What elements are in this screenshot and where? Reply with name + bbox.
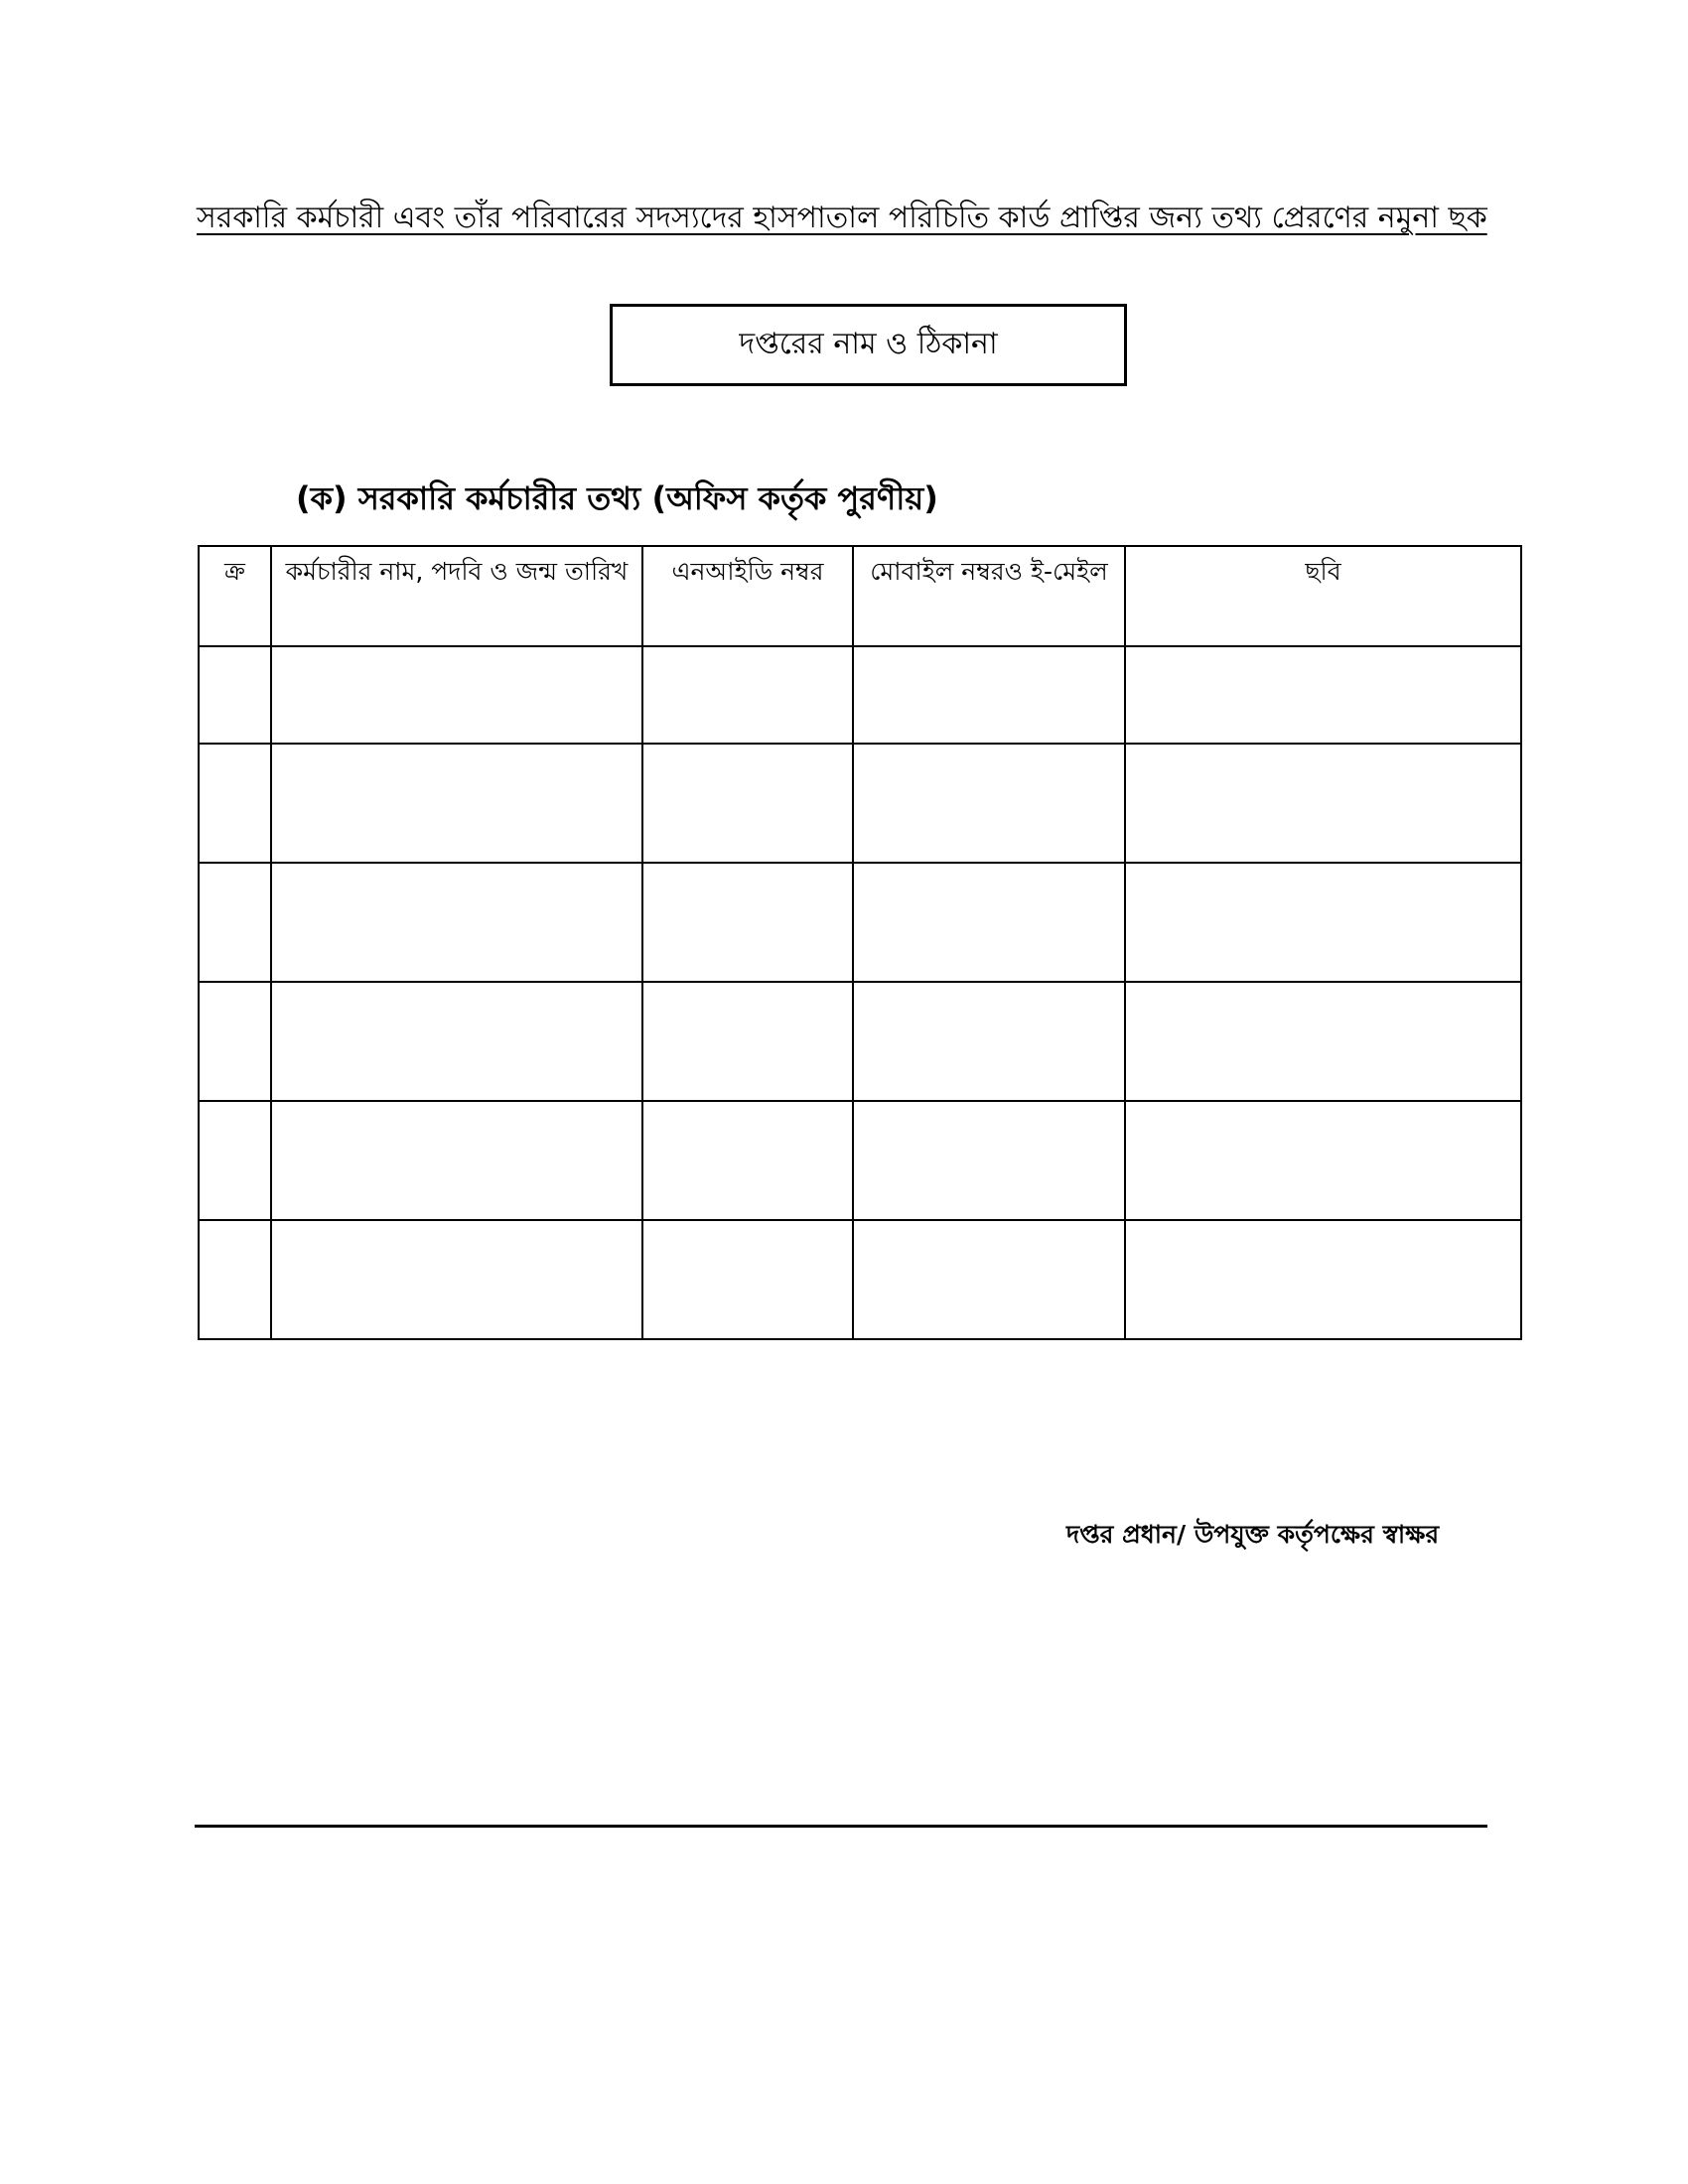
section-heading: (ক) সরকারি কর্মচারীর তথ্য (অফিস কর্তৃক পুরণীয়) — [296, 479, 938, 517]
cell-serial[interactable] — [199, 1101, 271, 1220]
cell-nid[interactable] — [642, 1220, 853, 1339]
signature-label: দপ্তর প্রধান/ উপযুক্ত কর্তৃপক্ষের স্বাক্ষর — [1066, 1520, 1440, 1549]
office-box-label: দপ্তরের নাম ও ঠিকানা — [739, 327, 998, 361]
cell-photo[interactable] — [1125, 863, 1521, 982]
table-row — [199, 1220, 1521, 1339]
header-serial: ক্র — [199, 546, 271, 646]
cell-nid[interactable] — [642, 646, 853, 744]
cell-photo[interactable] — [1125, 646, 1521, 744]
table-row — [199, 646, 1521, 744]
cell-serial[interactable] — [199, 646, 271, 744]
office-name-address-box — [610, 304, 1127, 386]
cell-serial[interactable] — [199, 1220, 271, 1339]
cell-serial[interactable] — [199, 744, 271, 863]
footer-divider — [195, 1825, 1487, 1828]
cell-photo[interactable] — [1125, 982, 1521, 1101]
cell-mobile-email[interactable] — [853, 1101, 1125, 1220]
cell-mobile-email[interactable] — [853, 744, 1125, 863]
cell-name-designation-dob[interactable] — [271, 863, 642, 982]
document-title: সরকারি কর্মচারী এবং তাঁর পরিবারের সদস্যদের হাসপাতাল পরিচিতি কার্ড প্রাপ্তির জন্য তথ্য প্রেরণের নমুনা ছক — [197, 201, 1487, 235]
table-row — [199, 744, 1521, 863]
header-photo: ছবি — [1125, 546, 1521, 646]
cell-name-designation-dob[interactable] — [271, 1220, 642, 1339]
cell-mobile-email[interactable] — [853, 863, 1125, 982]
cell-photo[interactable] — [1125, 1101, 1521, 1220]
cell-name-designation-dob[interactable] — [271, 744, 642, 863]
cell-mobile-email[interactable] — [853, 646, 1125, 744]
cell-serial[interactable] — [199, 982, 271, 1101]
cell-nid[interactable] — [642, 982, 853, 1101]
table-row — [199, 1101, 1521, 1220]
cell-nid[interactable] — [642, 744, 853, 863]
table-body — [199, 646, 1521, 1339]
cell-name-designation-dob[interactable] — [271, 646, 642, 744]
cell-name-designation-dob[interactable] — [271, 982, 642, 1101]
header-mobile-email: মোবাইল নম্বরও ই-মেইল — [853, 546, 1125, 646]
header-name-designation-dob: কর্মচারীর নাম, পদবি ও জন্ম তারিখ — [271, 546, 642, 646]
cell-photo[interactable] — [1125, 744, 1521, 863]
employee-info-table — [198, 545, 1522, 1340]
cell-mobile-email[interactable] — [853, 982, 1125, 1101]
cell-photo[interactable] — [1125, 1220, 1521, 1339]
cell-serial[interactable] — [199, 863, 271, 982]
table-row — [199, 863, 1521, 982]
cell-name-designation-dob[interactable] — [271, 1101, 642, 1220]
table-row — [199, 982, 1521, 1101]
cell-nid[interactable] — [642, 863, 853, 982]
cell-nid[interactable] — [642, 1101, 853, 1220]
cell-mobile-email[interactable] — [853, 1220, 1125, 1339]
header-nid: এনআইডি নম্বর — [642, 546, 853, 646]
table-header-row — [199, 546, 1521, 646]
